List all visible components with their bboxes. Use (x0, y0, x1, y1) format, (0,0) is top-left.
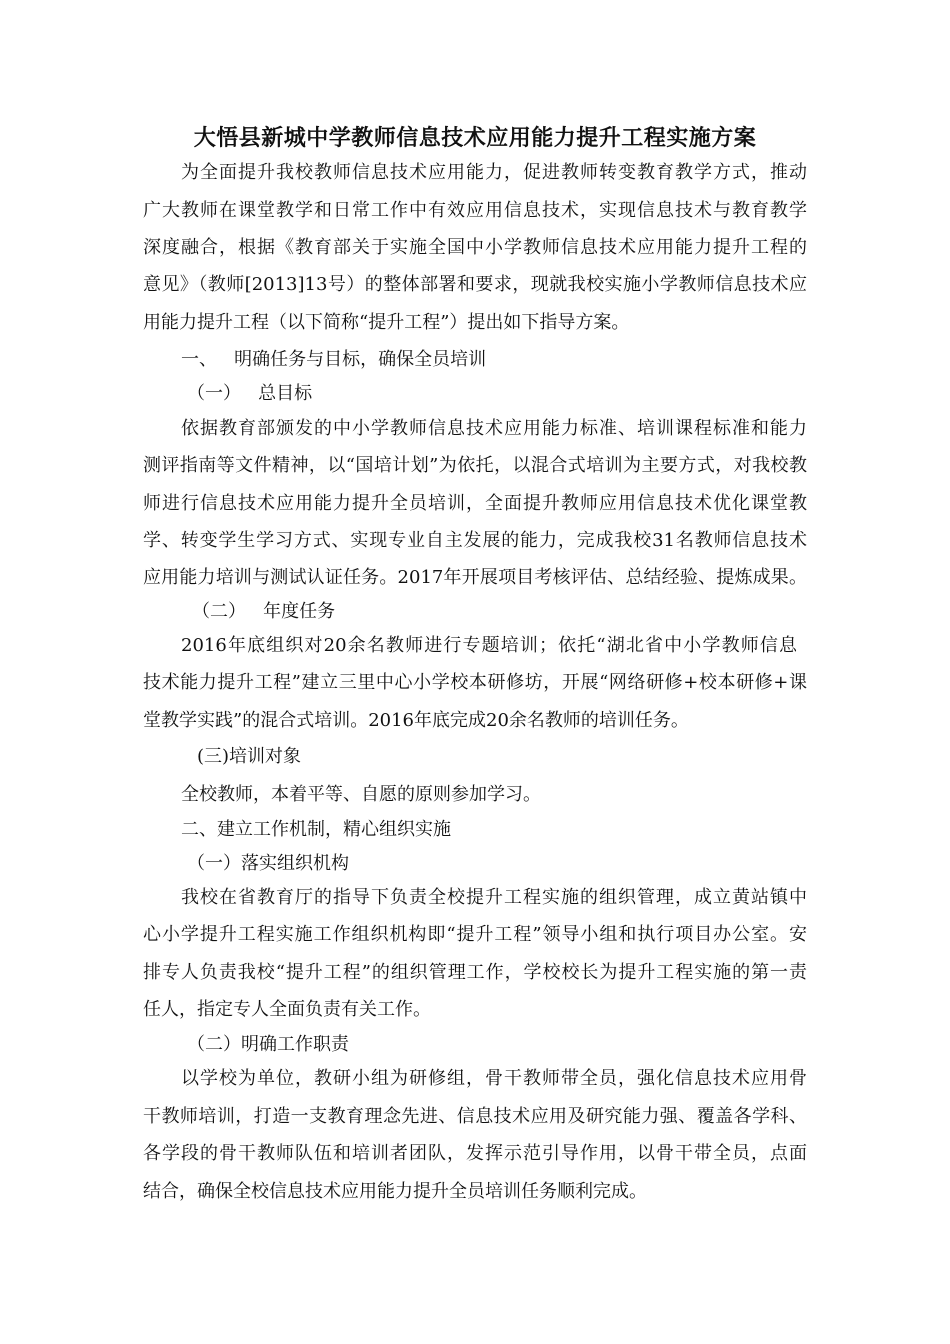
paragraph-line: 广大教师在课堂教学和日常工作中有效应用信息技术，实现信息技术与教育教学 (143, 200, 807, 221)
paragraph-line: 深度融合，根据《教育部关于实施全国中小学教师信息技术应用能力提升工程的 (143, 237, 807, 258)
paragraph-line: 师进行信息技术应用能力提升全员培训，全面提升教师应用信息技术优化课堂教 (143, 493, 807, 514)
paragraph-line: 我校在省教育厅的指导下负责全校提升工程实施的组织管理，成立黄站镇中 (181, 887, 807, 908)
subsection-heading: （一）落实组织机构 (187, 853, 349, 874)
section-heading: 一、 明确任务与目标，确保全员培训 (181, 349, 487, 370)
paragraph-line: 任人，指定专人全面负责有关工作。 (143, 999, 431, 1020)
subsection-heading: （二）明确工作职责 (187, 1034, 349, 1055)
subsection-heading: （一） 总目标 (187, 383, 313, 404)
paragraph-line: 应用能力培训与测试认证任务。2017年开展项目考核评估、总结经验、提炼成果。 (143, 567, 807, 588)
paragraph-line: 2016年底组织对20余名教师进行专题培训；依托“湖北省中小学教师信息 (181, 635, 797, 656)
paragraph-line: 堂教学实践”的混合式培训。2016年底完成20余名教师的培训任务。 (143, 710, 689, 731)
paragraph-line: 排专人负责我校“提升工程”的组织管理工作，学校校长为提升工程实施的第一责 (143, 962, 807, 983)
paragraph-line: 测评指南等文件精神，以“国培计划”为依托，以混合式培训为主要方式，对我校教 (143, 455, 807, 476)
paragraph-line: 以学校为单位，教研小组为研修组，骨干教师带全员，强化信息技术应用骨 (181, 1068, 807, 1089)
paragraph-line: 结合，确保全校信息技术应用能力提升全员培训任务顺利完成。 (143, 1181, 647, 1202)
subsection-heading: （二） 年度任务 (192, 601, 336, 622)
paragraph-line: 全校教师，本着平等、自愿的原则参加学习。 (181, 784, 541, 805)
paragraph-line: 学、转变学生学习方式、实现专业自主发展的能力，完成我校31名教师信息技术 (143, 530, 807, 551)
paragraph-line: 意见》（教师[2013]13号）的整体部署和要求，现就我校实施小学教师信息技术应 (143, 274, 807, 295)
paragraph-line: 技术能力提升工程”建立三里中心小学校本研修坊，开展“网络研修+校本研修+课 (143, 672, 807, 693)
paragraph-line: 用能力提升工程（以下简称“提升工程”）提出如下指导方案。 (143, 312, 630, 333)
paragraph-line: 干教师培训，打造一支教育理念先进、信息技术应用及研究能力强、覆盖各学科、 (143, 1106, 807, 1127)
paragraph-line: 为全面提升我校教师信息技术应用能力，促进教师转变教育教学方式，推动 (181, 162, 807, 183)
paragraph-line: 心小学提升工程实施工作组织机构即“提升工程”领导小组和执行项目办公室。安 (143, 924, 807, 945)
subsection-heading: (三)培训对象 (197, 746, 302, 767)
section-heading: 二、建立工作机制，精心组织实施 (181, 819, 451, 840)
paragraph-line: 各学段的骨干教师队伍和培训者团队，发挥示范引导作用，以骨干带全员，点面 (143, 1143, 807, 1164)
document-title: 大悟县新城中学教师信息技术应用能力提升工程实施方案 (193, 126, 757, 151)
paragraph-line: 依据教育部颁发的中小学教师信息技术应用能力标准、培训课程标准和能力 (181, 418, 807, 439)
